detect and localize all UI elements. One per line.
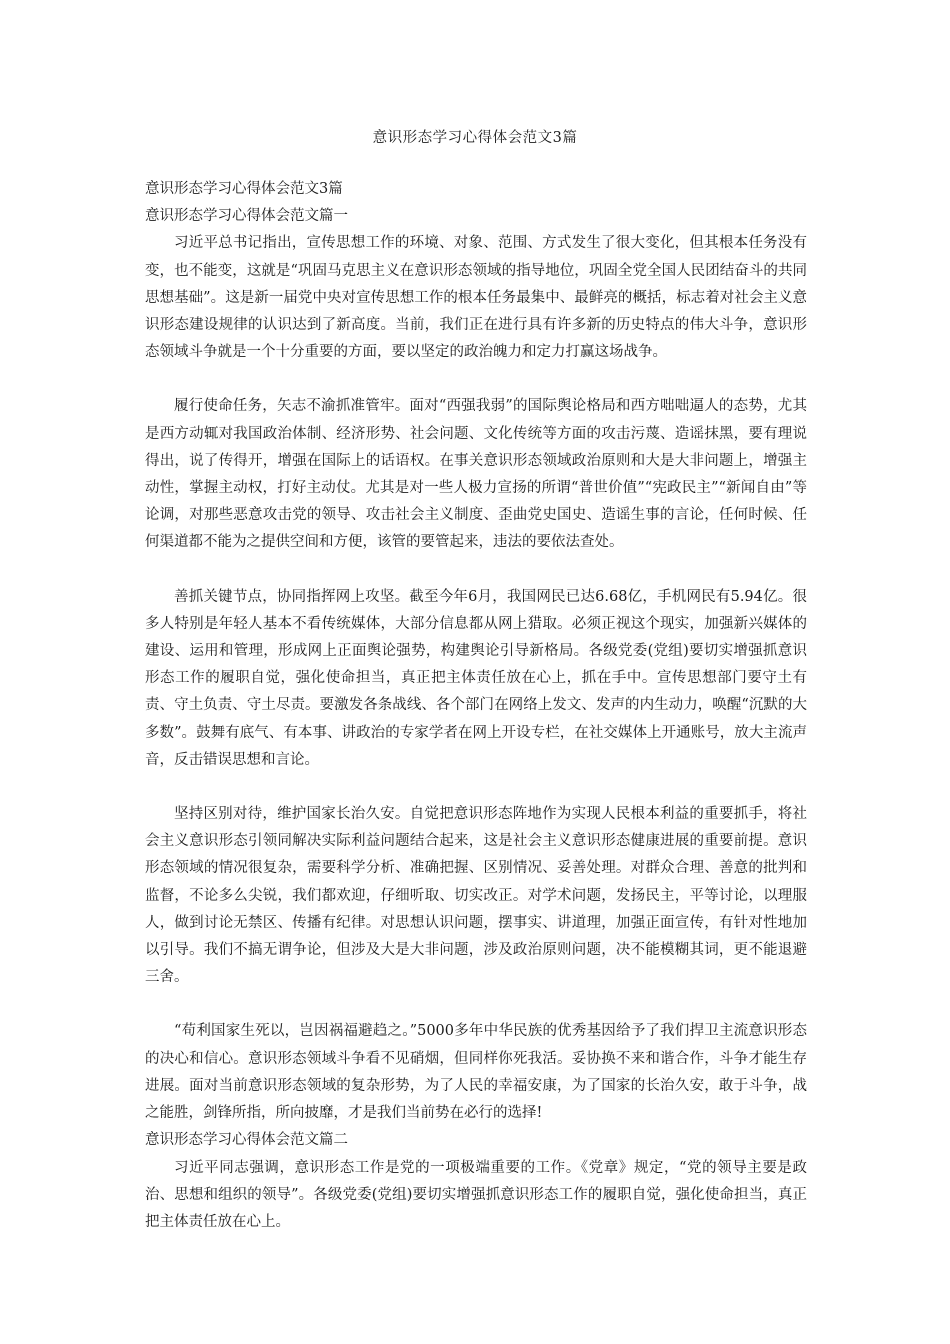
section-1-paragraph-2: 履行使命任务，矢志不渝抓准管牢。面对“西强我弱”的国际舆论格局和西方咄咄逼人的态势，尤其是西方动辄对我国政治体制、经济形势、社会问题、文化传统等方面的攻击污蔑、造谣抹黑，要有理说得出，说了传得开，增强在国际上的话语权。在事关意识形态领域政治原则和大是大非问题上，增强主动性，掌握主动权，打好主动仗。尤其是对一些人极力宣扬的所谓“普世价值”“宪政民主”“新闻自由”等论调，对那些恶意攻击党的领导、攻击社会主义制度、歪曲党史国史、造谣生事的言论，任何时候、任何渠道都不能为之提供空间和方便，该管的要管起来，违法的要依法查处。: [145, 398, 807, 551]
section-2-paragraph-1: 习近平同志强调，意识形态工作是党的一项极端重要的工作。《党章》规定，“党的领导主要是政治、思想和组织的领导”。各级党委(党组)要切实增强抓意识形态工作的履职自觉，强化使命担当，真正把主体责任放在心上。: [145, 1159, 807, 1230]
section-2-heading: 意识形态学习心得体会范文篇二: [145, 1132, 348, 1149]
document-title: 意识形态学习心得体会范文3篇: [372, 130, 578, 146]
document-subtitle: 意识形态学习心得体会范文3篇: [145, 181, 343, 197]
section-1-paragraph-1: 习近平总书记指出，宣传思想工作的环境、对象、范围、方式发生了很大变化，但其根本任务没有变，也不能变，这就是“巩固马克思主义在意识形态领域的指导地位，巩固全党全国人民团结奋斗的共同思想基础”。这是新一届党中央对宣传思想工作的根本任务最集中、最鲜亮的概括，标志着对社会主义意识形态建设规律的认识达到了新高度。当前，我们正在进行具有许多新的历史特点的伟大斗争，意识形态领域斗争就是一个十分重要的方面，要以坚定的政治魄力和定力打赢这场战争。: [145, 235, 807, 361]
section-1-paragraph-3: 善抓关键节点，协同指挥网上攻坚。截至今年6月，我国网民已达6.68亿，手机网民有5.94亿。很多人特别是年轻人基本不看传统媒体，大部分信息都从网上猎取。必须正视这个现实，加强新兴媒体的建设、运用和管理，形成网上正面舆论强势，构建舆论引导新格局。各级党委(党组)要切实增强抓意识形态工作的履职自觉，强化使命担当，真正把主体责任放在心上，抓在手中。宣传思想部门要守土有责、守土负责、守土尽责。要激发各条战线、各个部门在网络上发文、发声的内生动力，唤醒“沉默的大多数”。鼓舞有底气、有本事、讲政治的专家学者在网上开设专栏，在社交媒体上开通账号，放大主流声音，反击错误思想和言论。: [145, 588, 807, 768]
section-1-paragraph-4: 坚持区别对待，维护国家长治久安。自觉把意识形态阵地作为实现人民根本利益的重要抓手，将社会主义意识形态引领同解决实际利益问题结合起来，这是社会主义意识形态健康进展的重要前提。意识形态领域的情况很复杂，需要科学分析、准确把握、区别情况、妥善处理。对群众合理、善意的批判和监督，不论多么尖锐，我们都欢迎，仔细听取、切实改正。对学术问题，发扬民主，平等讨论，以理服人，做到讨论无禁区、传播有纪律。对思想认识问题，摆事实、讲道理，加强正面宣传，有针对性地加以引导。我们不搞无谓争论，但涉及大是大非问题，涉及政治原则问题，决不能模糊其词，更不能退避三舍。: [145, 806, 807, 986]
section-1-heading: 意识形态学习心得体会范文篇一: [145, 208, 348, 225]
section-1-paragraph-5: “苟利国家生死以，岂因祸福避趋之。”5000多年中华民族的优秀基因给予了我们捍卫主流意识形态的决心和信心。意识形态领域斗争看不见硝烟，但同样你死我活。妥协换不来和谐合作，斗争才能生存进展。面对当前意识形态领域的复杂形势，为了人民的幸福安康，为了国家的长治久安，敢于斗争，战之能胜，剑锋所指，所向披靡，才是我们当前势在必行的选择!: [145, 1023, 807, 1122]
document-body: [145, 176, 807, 1236]
